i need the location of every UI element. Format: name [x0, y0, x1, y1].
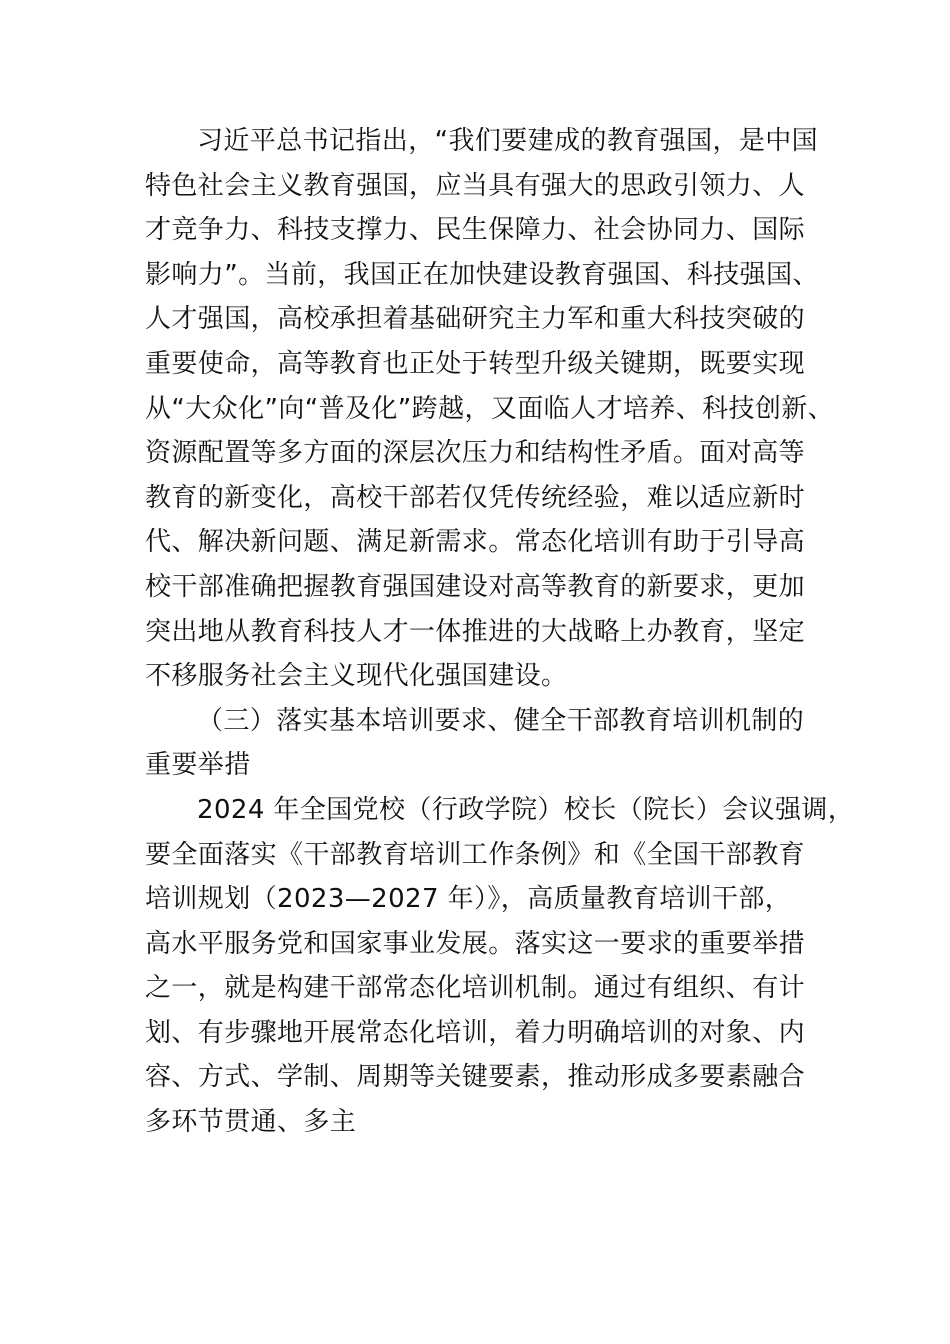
text-line: 突出地从教育科技人才一体推进的大战略上办教育，坚定: [145, 616, 806, 647]
text-line: 特色社会主义教育强国，应当具有强大的思政引领力、人: [145, 170, 806, 201]
text-line: 校干部准确把握教育强国建设对高等教育的新要求，更加: [145, 571, 806, 602]
text-line: 多环节贯通、多主: [145, 1107, 357, 1138]
body-text: [145, 119, 855, 1145]
text-line: 才竞争力、科技支撑力、民生保障力、社会协同力、国际: [145, 215, 806, 246]
text-line: 资源配置等多方面的深层次压力和结构性矛盾。面对高等: [145, 438, 806, 469]
text-line: 代、解决新问题、满足新需求。常态化培训有助于引导高: [145, 527, 806, 558]
paragraph-2: [145, 788, 855, 1145]
text-line: 从“大众化”向“普及化”跨越，又面临人才培养、科技创新、: [145, 393, 835, 424]
text-line: 教育的新变化，高校干部若仅凭传统经验，难以适应新时: [145, 482, 806, 513]
text-line: 之一，就是构建干部常态化培训机制。通过有组织、有计: [145, 973, 806, 1004]
text-line: 高水平服务党和国家事业发展。落实这一要求的重要举措: [145, 928, 806, 959]
text-line: 重要使命，高等教育也正处于转型升级关键期，既要实现: [145, 348, 806, 379]
text-line: 划、有步骤地开展常态化培训，着力明确培训的对象、内: [145, 1017, 806, 1048]
paragraph-1: [145, 119, 845, 699]
text-line: 2024 年全国党校（行政学院）校长（院长）会议强调，: [197, 794, 855, 825]
text-line: 影响力”。当前，我国正在加快建设教育强国、科技强国、: [145, 259, 819, 290]
text-line: 不移服务社会主义现代化强国建设。: [145, 661, 568, 692]
text-line: 容、方式、学制、周期等关键要素，推动形成多要素融合: [145, 1062, 806, 1093]
text-line: 习近平总书记指出，“我们要建成的教育强国，是中国: [197, 126, 819, 156]
section-heading-3: [145, 699, 845, 788]
text-line: 人才强国，高校承担着基础研究主力军和重大科技突破的: [145, 304, 806, 335]
heading-line: 重要举措: [145, 750, 251, 781]
text-line: 培训规划（2023—2027 年）》，高质量教育培训干部，: [145, 884, 792, 915]
text-line: 要全面落实《干部教育培训工作条例》和《全国干部教育: [145, 839, 806, 870]
heading-line: （三）落实基本培训要求、健全干部教育培训机制的: [197, 705, 805, 736]
